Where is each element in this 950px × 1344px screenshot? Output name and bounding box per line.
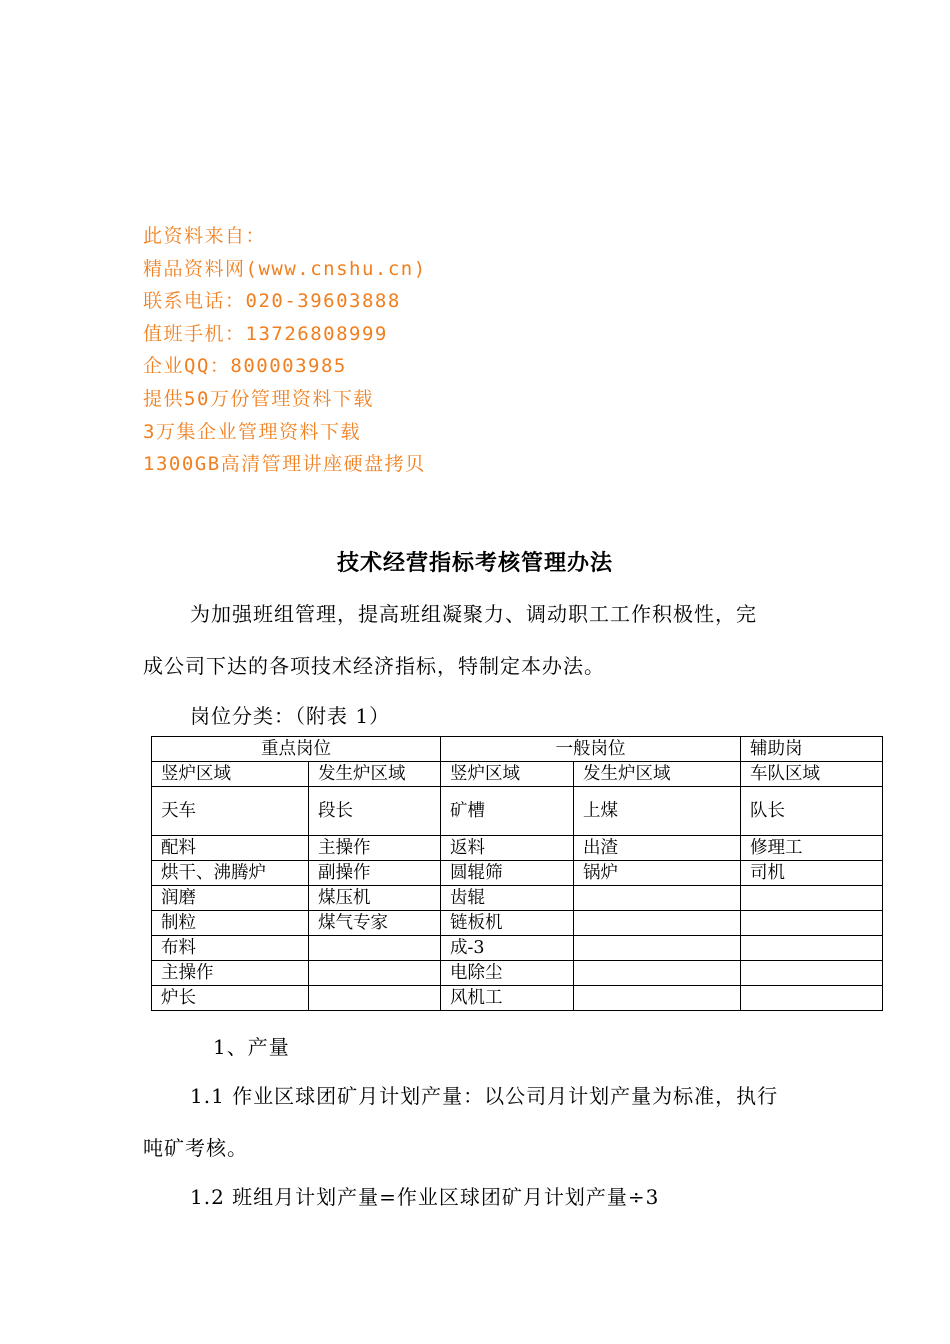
subheader-cell: 发生炉区域 — [309, 762, 441, 787]
table-cell: 上煤 — [574, 787, 741, 836]
table-cell: 烘干、沸腾炉 — [152, 861, 309, 886]
promo-line: 提供50万份管理资料下载 — [143, 387, 374, 410]
promo-line: 1300GB高清管理讲座硬盘拷贝 — [143, 453, 426, 476]
table-cell: 布料 — [152, 936, 309, 961]
table-cell: 主操作 — [309, 836, 441, 861]
table-caption: 岗位分类：（附表 1） — [190, 704, 391, 728]
table-row — [152, 836, 883, 861]
table-cell — [574, 986, 741, 1011]
group-header-auxiliary-posts: 辅助岗 — [741, 737, 883, 762]
position-classification-table — [151, 736, 883, 1011]
table-cell — [309, 936, 441, 961]
table-cell: 出渣 — [574, 836, 741, 861]
table-cell: 矿槽 — [441, 787, 574, 836]
table-cell: 返料 — [441, 836, 574, 861]
table-cell — [574, 936, 741, 961]
subheader-cell: 车队区域 — [741, 762, 883, 787]
table-cell: 风机工 — [441, 986, 574, 1011]
subheader-cell: 竖炉区域 — [441, 762, 574, 787]
group-header-general-posts: 一般岗位 — [441, 737, 741, 762]
table-cell: 链板机 — [441, 911, 574, 936]
table-cell: 队长 — [741, 787, 883, 836]
table-cell — [741, 961, 883, 986]
clause-line: 1.2 班组月计划产量=作业区球团矿月计划产量÷3 — [190, 1185, 660, 1209]
table-cell: 锅炉 — [574, 861, 741, 886]
intro-paragraph-line: 为加强班组管理，提高班组凝聚力、调动职工工作积极性，完 — [190, 602, 757, 626]
table-row — [152, 986, 883, 1011]
table-cell — [574, 886, 741, 911]
intro-paragraph-line: 成公司下达的各项技术经济指标，特制定本办法。 — [143, 654, 605, 678]
promo-block — [143, 220, 427, 481]
table-cell: 修理工 — [741, 836, 883, 861]
table-cell: 电除尘 — [441, 961, 574, 986]
document-title: 技术经营指标考核管理办法 — [336, 551, 613, 576]
table-cell: 成-3 — [441, 936, 574, 961]
table-cell: 煤气专家 — [309, 911, 441, 936]
table-group-header-row — [152, 737, 883, 762]
table-cell — [741, 886, 883, 911]
table-cell: 润磨 — [152, 886, 309, 911]
table-row — [152, 787, 883, 836]
group-header-key-posts: 重点岗位 — [152, 737, 441, 762]
table-row — [152, 861, 883, 886]
table-cell: 主操作 — [152, 961, 309, 986]
table-cell — [574, 911, 741, 936]
table-cell: 炉长 — [152, 986, 309, 1011]
section-heading: 1、产量 — [213, 1035, 290, 1059]
table-cell: 齿辊 — [441, 886, 574, 911]
subheader-cell: 发生炉区域 — [574, 762, 741, 787]
clause-line: 1.1 作业区球团矿月计划产量：以公司月计划产量为标准，执行 — [190, 1084, 779, 1108]
table-subheader-row — [152, 762, 883, 787]
table-cell: 配料 — [152, 836, 309, 861]
table-cell — [741, 986, 883, 1011]
table-cell — [574, 961, 741, 986]
table-cell — [309, 986, 441, 1011]
table-cell: 制粒 — [152, 911, 309, 936]
promo-line: 此资料来自： — [143, 225, 267, 247]
table-cell — [741, 936, 883, 961]
table-row — [152, 961, 883, 986]
clause-line: 吨矿考核。 — [143, 1136, 248, 1160]
promo-line: 3万集企业管理资料下载 — [143, 420, 361, 443]
table-row — [152, 936, 883, 961]
table-row — [152, 886, 883, 911]
table-cell — [741, 911, 883, 936]
table-cell: 司机 — [741, 861, 883, 886]
subheader-cell: 竖炉区域 — [152, 762, 309, 787]
table-cell: 圆辊筛 — [441, 861, 574, 886]
table-cell — [309, 961, 441, 986]
promo-line: 企业QQ：800003985 — [143, 355, 347, 378]
table-cell: 煤压机 — [309, 886, 441, 911]
table-row — [152, 911, 883, 936]
promo-line: 精品资料网(www.cnshu.cn) — [143, 257, 427, 280]
promo-line: 值班手机：13726808999 — [143, 322, 388, 345]
table-cell: 天车 — [152, 787, 309, 836]
promo-line: 联系电话：020-39603888 — [143, 290, 401, 313]
table-cell: 副操作 — [309, 861, 441, 886]
table-cell: 段长 — [309, 787, 441, 836]
